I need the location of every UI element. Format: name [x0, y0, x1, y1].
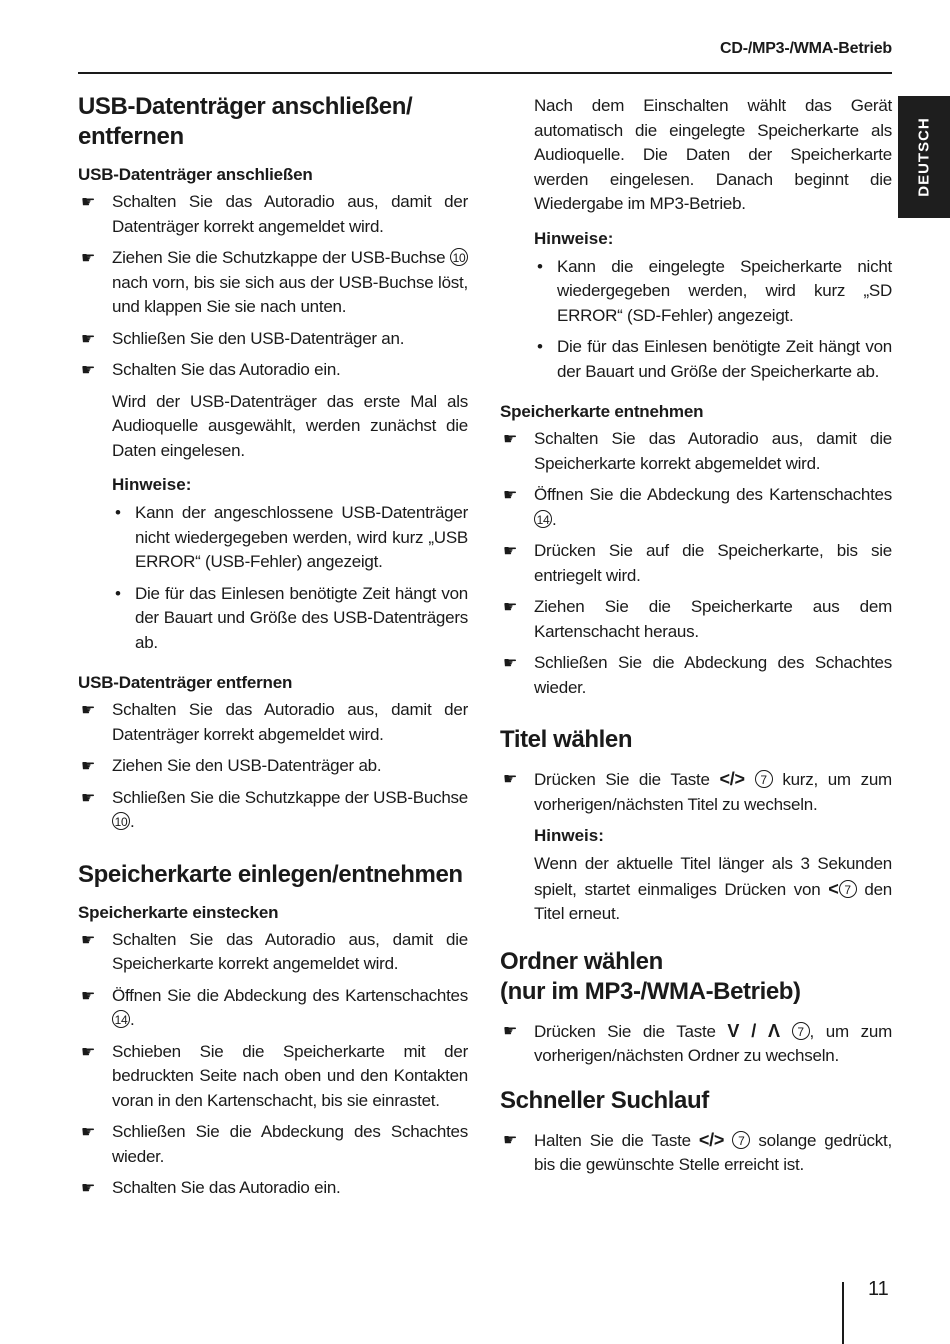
step-text: Ziehen Sie den USB-Datenträger ab.: [112, 756, 382, 775]
step-text: Schalten Sie das Autoradio aus, damit der Datenträger korrekt angemeldet wird.: [112, 192, 468, 236]
pointing-hand-icon: ☛: [81, 987, 96, 1005]
step-text: Halten Sie die Taste: [534, 1130, 691, 1150]
track-section-title: Titel wählen: [500, 726, 633, 753]
notes-title: Hinweise:: [534, 228, 614, 248]
card-remove-heading: Speicherkarte entnehmen: [500, 402, 704, 421]
bullet-dot-icon: •: [537, 337, 543, 356]
info-paragraph: Nach dem Einschalten wählt das Gerät automatisch die eingelegte Speicherkarte als Audioquelle. Die Daten der Speicherkarte werden eingelesen. Danach beginnt die Wiedergabe im MP3-Betrieb.: [534, 96, 892, 213]
pointing-hand-icon: ☛: [81, 194, 96, 211]
reference-number-badge: 7: [792, 1022, 810, 1040]
step-text: Schalten Sie das Autoradio ein.: [112, 1178, 341, 1197]
step-item: [78, 928, 468, 977]
info-paragraph: Wird der USB-Datenträger das erste Mal als Audioquelle ausgewählt, werden zunächst die Daten eingelesen.: [112, 391, 468, 460]
bullet-dot-icon: •: [115, 503, 121, 522]
step-item: [500, 651, 892, 700]
step-item: [78, 1176, 468, 1201]
step-item: [78, 190, 468, 239]
left-column: [78, 92, 468, 1208]
folder-title-line: (nur im MP3-/WMA-Betrieb): [500, 977, 801, 1005]
step-item: [500, 1019, 892, 1069]
language-tab: [898, 96, 950, 218]
reference-number-badge: 7: [732, 1131, 750, 1149]
step-text: nach vorn, bis sie sich aus der USB-Buchse löst, und klappen Sie sie nach unten.: [112, 272, 468, 316]
header-title: CD-/MP3-/WMA-Betrieb: [720, 40, 892, 57]
note-text: Die für das Einlesen benötigte Zeit hängt von der Bauart und Größe des USB-Datenträgers ab.: [135, 583, 468, 652]
pointing-hand-icon: ☛: [81, 789, 96, 807]
step-item: [78, 698, 468, 747]
step-text: Drücken Sie die Taste: [534, 770, 710, 789]
usb-remove-heading: USB-Datenträger entfernen: [78, 673, 293, 692]
step-text: Ziehen Sie die Speicherkarte aus dem Kartenschacht heraus.: [534, 597, 892, 641]
note-text: den Titel erneut.: [534, 879, 892, 923]
step-text: Drücken Sie auf die Speicherkarte, bis sie entriegelt wird.: [534, 541, 892, 585]
step-item: [78, 246, 468, 320]
reference-number-badge: 7: [755, 770, 773, 788]
reference-number-badge: 14: [534, 510, 552, 528]
step-text: Schließen Sie die Abdeckung des Schachtes wieder.: [112, 1122, 468, 1166]
pointing-hand-icon: ☛: [503, 1131, 518, 1149]
step-item: [500, 767, 892, 817]
language-tab-label: DEUTSCH: [915, 117, 933, 197]
reference-number-badge: 14: [112, 1010, 130, 1028]
page-number-divider: [842, 1282, 844, 1344]
pointing-hand-icon: ☛: [503, 771, 518, 788]
step-item: [500, 595, 892, 644]
step-item: [500, 539, 892, 588]
folder-title-line: Ordner wählen: [500, 947, 663, 975]
pointing-hand-icon: ☛: [81, 1180, 96, 1197]
notes-title: Hinweise:: [112, 475, 192, 494]
pointing-hand-icon: ☛: [81, 330, 96, 348]
note-text: Kann der angeschlossene USB-Datenträger nicht wiedergegeben werden, wird kurz „USB ERROR“ (USB-Fehler) angezeigt.: [135, 503, 468, 571]
note-text: Kann die eingelegte Speicherkarte nicht wiedergegeben werden, wird kurz „SD ERROR“ (SD-Fehler) angezeigt.: [557, 256, 892, 325]
pointing-hand-icon: ☛: [81, 250, 96, 267]
step-item: [500, 1128, 892, 1178]
note-title: Hinweis:: [534, 826, 604, 845]
step-text: Ziehen Sie die Schutzkappe der USB-Buchse: [112, 248, 446, 267]
reference-number-badge: 7: [839, 880, 857, 898]
step-text: Schließen Sie den USB-Datenträger an.: [112, 328, 405, 348]
right-column: [500, 94, 892, 1185]
prev-next-key-icon: </>: [719, 769, 745, 789]
prev-next-key-icon: </>: [698, 1129, 725, 1150]
step-text: Schalten Sie das Autoradio aus, damit die Speicherkarte korrekt angemeldet wird.: [112, 929, 468, 973]
pointing-hand-icon: ☛: [503, 543, 518, 560]
bullet-dot-icon: •: [115, 583, 121, 603]
step-text: Drücken Sie die Taste: [534, 1021, 716, 1041]
reference-number-badge: 10: [112, 812, 130, 830]
pointing-hand-icon: ☛: [503, 487, 518, 504]
pointing-hand-icon: ☛: [81, 1043, 96, 1061]
pointing-hand-icon: ☛: [81, 1124, 96, 1141]
usb-section-title: USB-Datenträger anschließen/ entfernen: [78, 93, 413, 150]
step-text: Schließen Sie die Schutzkappe der USB-Buchse: [112, 787, 468, 807]
bullet-dot-icon: •: [537, 256, 543, 276]
note-item: [500, 335, 892, 384]
step-text: Schalten Sie das Autoradio aus, damit die Speicherkarte korrekt abgemeldet wird.: [534, 429, 892, 473]
down-up-key-icon: V / Λ: [727, 1020, 780, 1041]
step-item: [78, 1120, 468, 1169]
pointing-hand-icon: ☛: [503, 1022, 518, 1040]
page-header: [78, 38, 892, 74]
card-insert-heading: Speicherkarte einstecken: [78, 902, 279, 922]
step-item: [78, 327, 468, 352]
note-text: Die für das Einlesen benötigte Zeit hängt von der Bauart und Größe der Speicherkarte ab.: [557, 337, 892, 381]
card-section-title: Speicherkarte einlegen/entnehmen: [78, 860, 463, 888]
step-text: Schieben Sie die Speicherkarte mit der bedruckten Seite nach oben und den Kontakten voran in den Kartenschacht, bis sie einrastet.: [112, 1041, 468, 1110]
step-item: [78, 1040, 468, 1114]
step-item: [78, 358, 468, 383]
pointing-hand-icon: ☛: [503, 431, 518, 448]
step-text: , um zum vorherigen/nächsten Ordner zu wechseln.: [534, 1021, 892, 1065]
note-item: [78, 501, 468, 575]
page-number: 11: [868, 1278, 889, 1300]
pointing-hand-icon: ☛: [81, 362, 96, 379]
note-paragraph: [500, 852, 892, 927]
reference-number-badge: 10: [450, 248, 468, 266]
pointing-hand-icon: ☛: [81, 702, 96, 719]
step-text: Schalten Sie das Autoradio ein.: [112, 360, 341, 379]
folder-section-title: [500, 947, 892, 1007]
note-item: [500, 255, 892, 329]
step-text: Schalten Sie das Autoradio aus, damit der Datenträger korrekt abgemeldet wird.: [112, 700, 468, 744]
prev-key-icon: <: [828, 878, 839, 899]
pointing-hand-icon: ☛: [503, 655, 518, 672]
step-text: kurz, um zum vorherigen/nächsten Titel zu wechseln.: [534, 770, 892, 814]
step-text: Öffnen Sie die Abdeckung des Kartenschachtes: [112, 985, 468, 1005]
pointing-hand-icon: ☛: [81, 931, 96, 949]
step-item: ☛ Öffnen Sie die Abdeckung des Kartenschachtes 14 .: [81, 985, 468, 1029]
step-item: ☛ Öffnen Sie die Abdeckung des Kartenschachtes 14 .: [503, 485, 892, 529]
usb-connect-heading: USB-Datenträger anschließen: [78, 165, 313, 184]
step-text: solange gedrückt, bis die gewünschte Stelle erreicht ist.: [534, 1130, 892, 1174]
pointing-hand-icon: ☛: [81, 758, 96, 775]
step-item: [500, 427, 892, 476]
note-text: Wenn der aktuelle Titel länger als 3 Sekunden spielt, startet einmaliges Drücken von: [534, 854, 892, 899]
pointing-hand-icon: ☛: [503, 599, 518, 616]
note-item: [78, 582, 468, 656]
step-text: Öffnen Sie die Abdeckung des Kartenschachtes: [534, 485, 892, 504]
step-item: [78, 754, 468, 779]
step-item: ☛ Schließen Sie die Schutzkappe der USB-Buchse 10 .: [81, 787, 468, 831]
step-text: Schließen Sie die Abdeckung des Schachtes wieder.: [534, 653, 892, 697]
search-section-title: Schneller Suchlauf: [500, 1086, 709, 1114]
